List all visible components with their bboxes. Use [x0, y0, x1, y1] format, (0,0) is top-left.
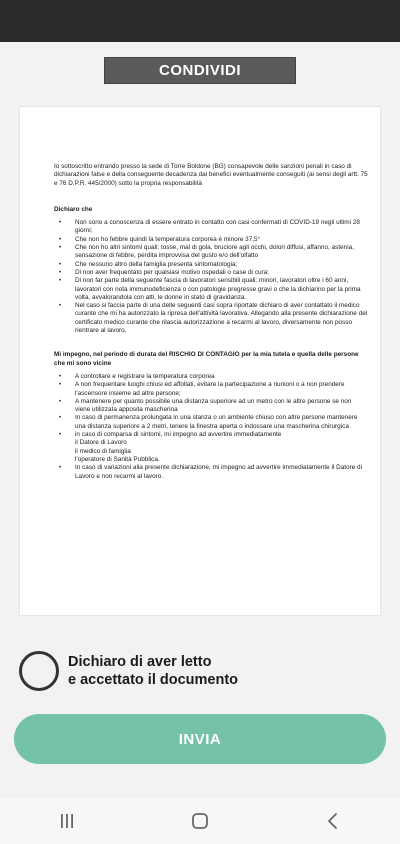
list-item: • A non frequentare luoghi chiusi ed affollati, evitare la partecipazione a riunioni o a non prendere l'ascensore insieme ad altre persone;	[54, 381, 368, 398]
list-item: • Che non ho febbre quindi la temperatura corporea è minore 37,5°	[54, 236, 368, 244]
recent-apps-icon[interactable]	[37, 801, 97, 841]
list-item: • Che non ho altri sintomi quali: tosse, mal di gola, bruciore agli occhi, dolori diffusi, affanno, astenia, sensazione di febbre, perdita improvvisa del gusto e/o dell'olfatto	[54, 244, 368, 261]
declare-list	[54, 219, 368, 335]
document-preview	[20, 107, 380, 615]
commit-list	[54, 373, 368, 481]
list-item: • Di non aver frequentato per qualsiasi motivo ospedali o case di cura;	[54, 269, 368, 277]
document-intro: Io sottoscritto entrando presso la sede di Torre Boldone (BG) consapevole delle sanzioni penali in caso di dichiarazioni false e della conseguente decadenza dai benefici eventualmente conseguiti (ai sensi degli artt. 75 e 76 D.P.R. 445/2000) sotto la propria responsabilità	[54, 163, 368, 187]
list-item: • In caso di permanenza prolungata in una stanza o un ambiente chiuso con altre persone mantenere una distanza superiore a 2 metri, tenere la finestra aperta o indossare una mascherina chirurgica	[54, 414, 368, 431]
home-icon[interactable]	[170, 801, 230, 841]
status-bar	[0, 0, 400, 42]
list-item: • A mantenere per quanto possibile una distanza superiore ad un metro con le altre persone se non viene utilizzata apposita mascherina	[54, 398, 368, 415]
list-item: • A controllare e registrare la temperatura corporea	[54, 373, 368, 381]
list-item: • Che nessuno altro della famiglia presenta sintomatologia;	[54, 261, 368, 269]
share-button[interactable]: CONDIVIDI	[104, 57, 296, 84]
commit-heading: Mi impegno, nel periodo di durata del RISCHIO DI CONTAGIO per la mia tutela e quella delle persone che mi sono vicine	[54, 351, 359, 367]
consent-radio[interactable]	[19, 651, 59, 691]
consent-label[interactable]	[68, 653, 238, 689]
list-item: • Non sono a conoscenza di essere entrato in contatto con casi confermati di COVID-19 negli ultimi 28 giorni;	[54, 219, 368, 236]
declare-heading: Dichiaro che	[54, 205, 93, 213]
list-item: • in caso di comparsa di sintomi, mi impegno ad avvertire immediatamente il Datore di Lavoro il medico di famiglia l'operatore di Sanità Pubblica.	[54, 431, 368, 464]
back-icon[interactable]	[303, 801, 363, 841]
list-item: • Nel caso si faccia parte di una delle seguenti casi sopra riportate dichiaro di aver contattato il medico curante che mi ha autorizzato la ripresa dell'attività lavorativa. Allegando alla presente dichiarazione del certificato medico curante che rilascia autorizzazione a recarmi al lavoro, diversamente non posso rientrare al lavoro.	[54, 302, 368, 335]
system-nav-bar	[0, 798, 400, 844]
submit-button[interactable]: INVIA	[14, 714, 386, 764]
consent-row[interactable]	[19, 650, 379, 692]
list-item: • Di non far parte della seguente fascia di lavoratori sensibili quali: minori, lavoratori oltre i 60 anni, lavoratori con nota immunodeficienza o con patologie pregresse gravi o che la dichiarino per la prima volta, avvalorandola con atti, le donne in stato di gravidanza.	[54, 277, 368, 302]
list-item: • In caso di variazioni alla presente dichiarazione, mi impegno ad avvertire immediatamente il Datore di Lavoro e non recarmi al lavoro.	[54, 464, 368, 481]
consent-label-line1: Dichiaro di aver letto	[68, 654, 212, 670]
consent-label-line2: e accettato il documento	[68, 672, 239, 688]
